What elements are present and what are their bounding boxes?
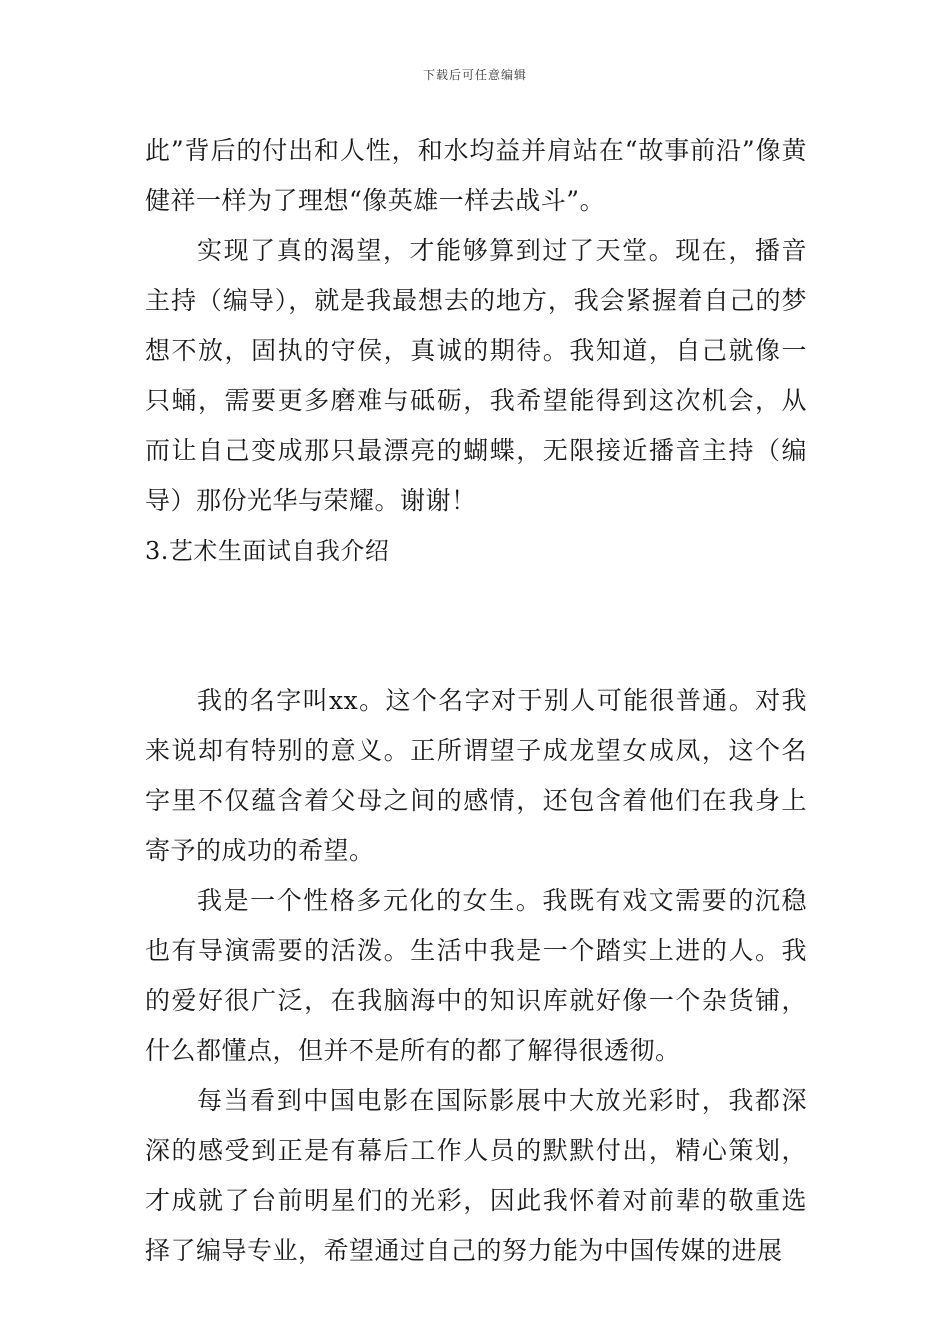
paragraph-name: 我的名字叫xx。这个名字对于别人可能很普通。对我来说却有特别的意义。正所谓望子成龙望女成凤，这个名字里不仅蕴含着父母之间的感情，还包含着他们在我身上寄予的成功的希望。 [145, 686, 807, 865]
paragraph-personality: 我是一个性格多元化的女生。我既有戏文需要的沉稳也有导演需要的活泼。生活中我是一个踏实上进的人。我的爱好很广泛，在我脑海中的知识库就好像一个杂货铺，什么都懂点，但并不是所有的都了解得很透彻。 [145, 886, 807, 1065]
section-heading: 3.艺术生面试自我介绍 [145, 537, 390, 565]
document-body [145, 126, 807, 1276]
paragraph-aspiration: 实现了真的渴望，才能够算到过了天堂。现在，播音主持（编导），就是我最想去的地方，我会紧握着自己的梦想不放，固执的守侯，真诚的期待。我知道，自己就像一只蛹，需要更多磨难与砥砺，我希望能得到这次机会，从而让自己变成那只最漂亮的蝴蝶，无限接近播音主持（编导）那份光华与荣耀。谢谢！ [145, 236, 807, 515]
section-spacer [145, 576, 807, 676]
paragraph-continued: 此”背后的付出和人性，和水均益并肩站在“故事前沿”像黄健祥一样为了理想“像英雄一样去战斗”。 [145, 136, 807, 215]
paragraph-motivation: 每当看到中国电影在国际影展中大放光彩时，我都深深的感受到正是有幕后工作人员的默默付出，精心策划，才成就了台前明星们的光彩，因此我怀着对前辈的敬重选择了编导专业，希望通过自己的努力能为中国传媒的进展 [145, 1086, 807, 1265]
page-header: 下载后可任意编辑 [422, 68, 527, 82]
